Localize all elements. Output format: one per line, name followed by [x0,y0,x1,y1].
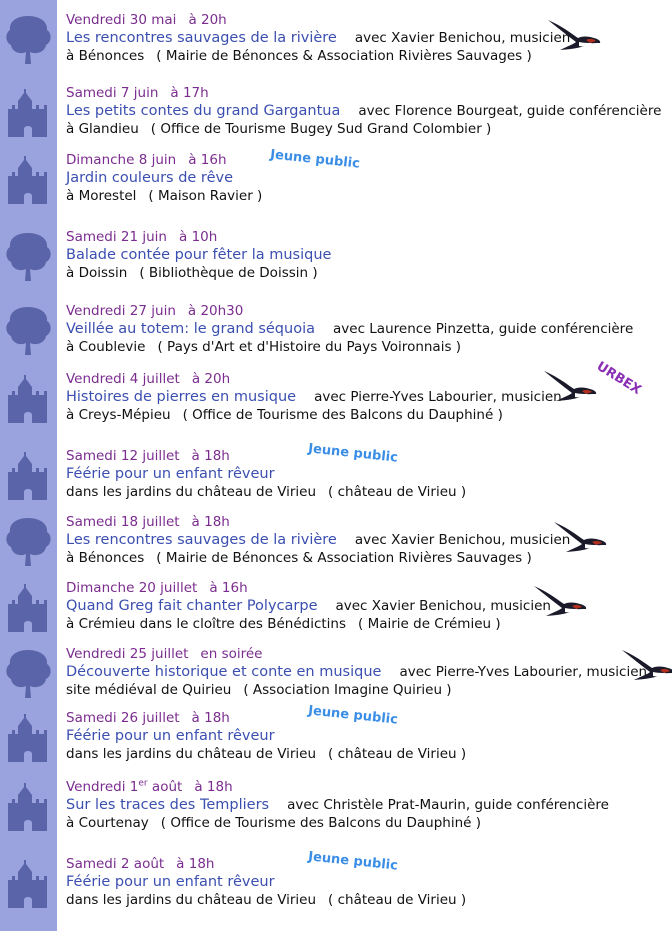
event-title: Les rencontres sauvages de la rivière [66,532,337,548]
event-performer: avec Pierre-Yves Labourier, musicien [314,389,562,405]
event-item [0,779,672,845]
event-organizer: ( Association Imagine Quirieu ) [243,682,452,698]
event-title-line [66,321,633,337]
event-title: Les petits contes du grand Gargantua [66,103,341,119]
event-date-line [66,779,233,795]
castle-icon [2,710,54,764]
event-place: à Bénonces [66,48,145,64]
event-item [0,12,672,78]
event-location-line [66,892,466,908]
event-time: à 18h [194,779,233,795]
event-location-line [66,550,532,566]
event-place: à Glandieu [66,121,139,137]
event-date: Vendredi 4 juillet [66,371,180,387]
swallow-icon [620,646,672,682]
event-title-line [66,247,331,263]
event-location-line [66,188,262,204]
event-performer: avec Pierre-Yves Labourier, musicien [399,664,648,680]
castle-icon [2,85,54,139]
tree-icon [2,646,54,700]
event-title-line [66,532,570,548]
event-date: Samedi 26 juillet [66,710,180,726]
swallow-icon [542,367,598,403]
event-location-line [66,484,466,500]
castle-icon [2,779,54,833]
event-location-line [66,121,491,137]
event-location-line [66,48,532,64]
event-place: à Coublevie [66,339,146,355]
swallow-icon [532,582,588,618]
event-place: à Crémieu dans le cloître des Bénédictins [66,616,347,632]
event-place: dans les jardins du château de Virieu [66,746,317,762]
event-organizer: ( Pays d'Art et d'Histoire du Pays Voironnais ) [157,339,462,355]
event-organizer: ( château de Virieu ) [328,892,467,908]
tree-icon [2,229,54,283]
tree-icon [2,514,54,568]
event-location-line [66,746,466,762]
jeune-public-badge: Jeune public [307,703,399,728]
jeune-public-badge: Jeune public [307,849,399,874]
tree-icon [2,12,54,66]
event-title-line [66,874,275,890]
event-time: en soirée [200,646,263,662]
event-date: Vendredi 27 juin [66,303,176,319]
event-date-line [66,448,230,464]
event-date-line [66,152,227,168]
event-time: à 18h [176,856,215,872]
event-organizer: ( Maison Ravier ) [148,188,263,204]
event-title: Veillée au totem: le grand séquoia [66,321,315,337]
event-date-line [66,710,230,726]
event-location-line [66,265,318,281]
event-time: à 17h [170,85,209,101]
event-item [0,359,672,437]
castle-icon [2,371,54,425]
event-date: Samedi 7 juin [66,85,159,101]
event-item [0,85,672,151]
event-date: Samedi 12 juillet [66,448,180,464]
event-time: à 16h [188,152,227,168]
swallow-icon [546,16,602,52]
event-performer: avec Christèle Prat-Maurin, guide conférencière [287,797,609,813]
event-title-line [66,598,551,614]
event-place: à Bénonces [66,550,145,566]
event-item [0,646,672,712]
event-time: à 20h [191,371,231,387]
tree-icon [2,303,54,357]
event-organizer: ( Office de Tourisme des Balcons du Dauphiné ) [160,815,482,831]
event-title: Jardin couleurs de rêve [66,170,233,186]
event-performer: avec Xavier Benichou, musicien [354,30,571,46]
event-date: Samedi 2 août [66,856,165,872]
event-organizer: ( château de Virieu ) [328,484,467,500]
swallow-icon [552,518,608,554]
event-location-line [66,407,503,423]
event-item [0,147,672,218]
event-organizer: ( Office de Tourisme des Balcons du Dauphiné ) [182,407,503,423]
event-organizer: ( Office de Tourisme Bugey Sud Grand Colombier ) [150,121,492,137]
event-date: Samedi 21 juin [66,229,167,245]
event-title-line [66,170,233,186]
event-time: à 18h [191,710,230,726]
event-item [0,580,672,646]
castle-icon [2,856,54,910]
event-location-line [66,682,452,698]
event-place: à Doissin [66,265,128,281]
urbex-badge: URBEX [593,359,644,398]
event-location-line [66,616,501,632]
event-time: à 16h [209,580,248,596]
event-time: à 18h [191,514,230,530]
event-place: à Morestel [66,188,137,204]
event-date: Vendredi 30 mai [66,12,177,28]
event-title-line [66,103,661,119]
event-time: à 20h30 [187,303,244,319]
event-date-line [66,303,243,319]
event-date-line [66,856,214,872]
event-place: à Courtenay [66,815,149,831]
event-title: Féérie pour un enfant rêveur [66,466,275,482]
event-item [0,703,672,776]
event-place: dans les jardins du château de Virieu [66,892,317,908]
event-item [0,849,672,922]
event-item [0,441,672,514]
event-performer: avec Laurence Pinzetta, guide conférencière [333,321,634,337]
castle-icon [2,152,54,206]
event-title: Balade contée pour fêter la musique [66,247,332,263]
event-performer: avec Florence Bourgeat, guide conférencière [358,103,662,119]
event-title-line [66,466,275,482]
event-date-suffix: er [138,778,148,789]
event-item [0,514,672,580]
event-title-line [66,797,609,813]
event-place: à Creys-Mépieu [66,407,171,423]
event-organizer: ( Mairie de Crémieu ) [358,616,501,632]
event-performer: avec Xavier Benichou, musicien [335,598,551,614]
event-date-line [66,646,262,662]
event-organizer: ( Bibliothèque de Doissin ) [139,265,318,281]
event-date-line [66,85,209,101]
event-date: Vendredi 25 juillet [66,646,189,662]
castle-icon [2,580,54,634]
event-time: à 10h [179,229,218,245]
event-date-line [66,12,227,28]
event-date-line [66,229,217,245]
event-title-line [66,30,570,46]
event-location-line [66,339,461,355]
event-title: Sur les traces des Templiers [66,797,270,813]
event-date-line [66,514,230,530]
event-title: Les rencontres sauvages de la rivière [66,30,337,46]
event-place: site médiéval de Quirieu [66,682,232,698]
event-time: à 18h [191,448,230,464]
jeune-public-badge: Jeune public [269,147,361,172]
event-date-line [66,580,248,596]
event-time: à 20h [188,12,227,28]
jeune-public-badge: Jeune public [307,441,399,466]
event-organizer: ( château de Virieu ) [328,746,467,762]
event-organizer: ( Mairie de Bénonces & Association Rivières Sauvages ) [156,48,532,64]
event-date: Dimanche 8 juin [66,152,177,168]
event-item [0,303,672,369]
event-title: Histoires de pierres en musique [66,389,297,405]
event-title-line [66,664,647,680]
event-date: Dimanche 20 juillet [66,580,198,596]
event-place: dans les jardins du château de Virieu [66,484,317,500]
event-title: Féérie pour un enfant rêveur [66,874,275,890]
event-organizer: ( Mairie de Bénonces & Association Rivières Sauvages ) [156,550,532,566]
event-title-line [66,389,562,405]
event-date-month: août [147,779,183,795]
event-performer: avec Xavier Benichou, musicien [354,532,571,548]
event-location-line [66,815,481,831]
castle-icon [2,448,54,502]
event-title: Féérie pour un enfant rêveur [66,728,275,744]
event-title-line [66,728,275,744]
event-title: Découverte historique et conte en musique [66,664,382,680]
event-date: Vendredi 1 [66,779,139,795]
event-date-line [66,371,230,387]
event-date: Samedi 18 juillet [66,514,180,530]
event-item [0,229,672,295]
event-title: Quand Greg fait chanter Polycarpe [66,598,318,614]
